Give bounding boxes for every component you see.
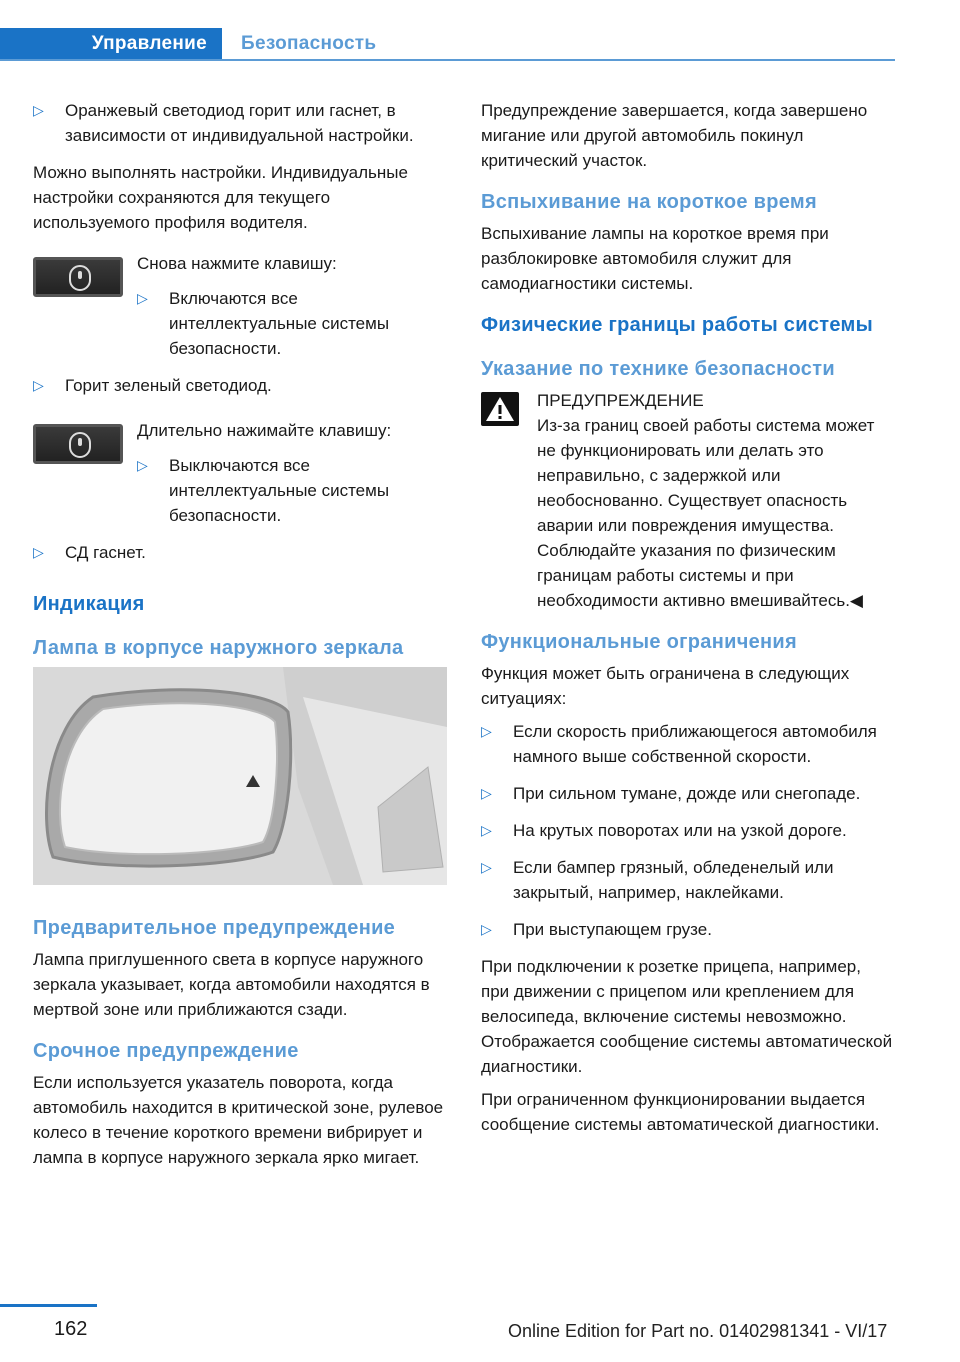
warning-triangle-icon	[481, 392, 519, 426]
paragraph: Функция может быть ограничена в следующих ситуациях:	[481, 664, 850, 708]
heading-short-flash: Вспыхивание на короткое время	[481, 191, 817, 213]
paragraph: При ограниченном функционировании выдается сообщение системы автоматической диагностики.	[481, 1090, 880, 1134]
list-item: ▷ На крутых поворотах или на узкой дороге.	[481, 818, 893, 843]
paragraph: Предупреждение завершается, когда завершено мигание или другой автомобиль покинул критический участок.	[481, 101, 868, 170]
triangle-bullet-icon: ▷	[481, 859, 492, 875]
list-item: ▷ СД гаснет.	[33, 540, 445, 565]
header-bar	[0, 28, 895, 62]
warning-title: ПРЕДУПРЕЖДЕНИЕ	[537, 391, 704, 410]
list-item: ▷ При выступающем грузе.	[481, 917, 893, 942]
list-item: ▷ Включаются все интеллектуальные системы безопасности.	[137, 286, 445, 361]
heading-indication: Индикация	[33, 593, 145, 615]
heading-safety-note: Указание по технике безопасности	[481, 358, 835, 380]
triangle-bullet-icon: ▷	[137, 290, 148, 306]
triangle-bullet-icon: ▷	[481, 921, 492, 937]
left-column	[33, 98, 445, 1178]
list-item: ▷ Если бампер грязный, обледенелый или закрытый, например, наклейками.	[481, 855, 893, 905]
button-instruction: Снова нажмите клавишу: ▷ Включаются все интеллектуальные системы безопасности.	[33, 251, 445, 361]
triangle-bullet-icon: ▷	[33, 377, 44, 393]
side-mirror-illustration	[33, 667, 447, 885]
heading-urgent-warning: Срочное предупреждение	[33, 1040, 299, 1062]
paragraph: Лампа приглушенного света в корпусе наружного зеркала указывает, когда автомобили находятся в мертвой зоне или приближаются сзади.	[33, 950, 430, 1019]
assist-button-image	[33, 424, 123, 464]
edition-text: Online Edition for Part no. 01402981341 - VI/17	[508, 1321, 888, 1341]
footer-divider	[0, 1304, 97, 1307]
triangle-bullet-icon: ▷	[33, 102, 44, 118]
assist-button-icon	[69, 265, 91, 291]
tab-active-section[interactable]: Управление	[0, 28, 222, 60]
warning-text: Из-за границ своей работы система может не функционировать или делать это неправильно, с задержкой или необоснованно. Существует опасность аварии или повреждения имущества. Соблюдайте указания по физическим границам работы системы и при необходимости активно вмешивайтесь.◀	[537, 416, 875, 610]
right-column	[481, 98, 893, 1145]
page-number: 162	[54, 1318, 88, 1340]
paragraph: Если используется указатель поворота, когда автомобиль находится в критической зоне, рулевое колесо в течение короткого времени вибрирует и лампа в корпусе наружного зеркала ярко мигает.	[33, 1073, 444, 1167]
warning-block	[481, 388, 893, 613]
list-item: ▷ Горит зеленый светодиод.	[33, 373, 445, 398]
triangle-bullet-icon: ▷	[481, 822, 492, 838]
tab-next-section[interactable]: Безопасность	[241, 33, 377, 54]
paragraph: Вспыхивание лампы на короткое время при разблокировке автомобиля служит для самодиагностики системы.	[481, 224, 829, 293]
header-divider	[0, 59, 895, 61]
assist-button-icon	[69, 432, 91, 458]
triangle-bullet-icon: ▷	[481, 723, 492, 739]
heading-pre-warning: Предварительное предупреждение	[33, 917, 396, 939]
triangle-bullet-icon: ▷	[481, 785, 492, 801]
list-item: ▷ Если скорость приближающегося автомобиля намного выше собственной скорости.	[481, 719, 893, 769]
triangle-bullet-icon: ▷	[33, 544, 44, 560]
list-item: ▷ Выключаются все интеллектуальные системы безопасности.	[137, 453, 445, 528]
heading-system-limits: Физические границы работы системы	[481, 314, 873, 336]
assist-button-image	[33, 257, 123, 297]
mirror-photo	[33, 667, 447, 885]
list-item: ▷ Оранжевый светодиод горит или гаснет, в зависимости от индивидуальной настройки.	[33, 98, 445, 148]
triangle-bullet-icon: ▷	[137, 457, 148, 473]
button-instruction: Длительно нажимайте клавишу: ▷ Выключаются все интеллектуальные системы безопасности.	[33, 418, 445, 528]
heading-mirror-lamp: Лампа в корпусе наружного зеркала	[33, 637, 404, 659]
list-item: ▷ При сильном тумане, дожде или снегопаде.	[481, 781, 893, 806]
paragraph: Можно выполнять настройки. Индивидуальные настройки сохраняются для текущего используемого профиля водителя.	[33, 163, 408, 232]
paragraph: При подключении к розетке прицепа, например, при движении с прицепом или креплением для велосипеда, включение системы невозможно. Отображается сообщение системы автоматической диагностики.	[481, 957, 893, 1076]
heading-function-limits: Функциональные ограничения	[481, 631, 797, 653]
